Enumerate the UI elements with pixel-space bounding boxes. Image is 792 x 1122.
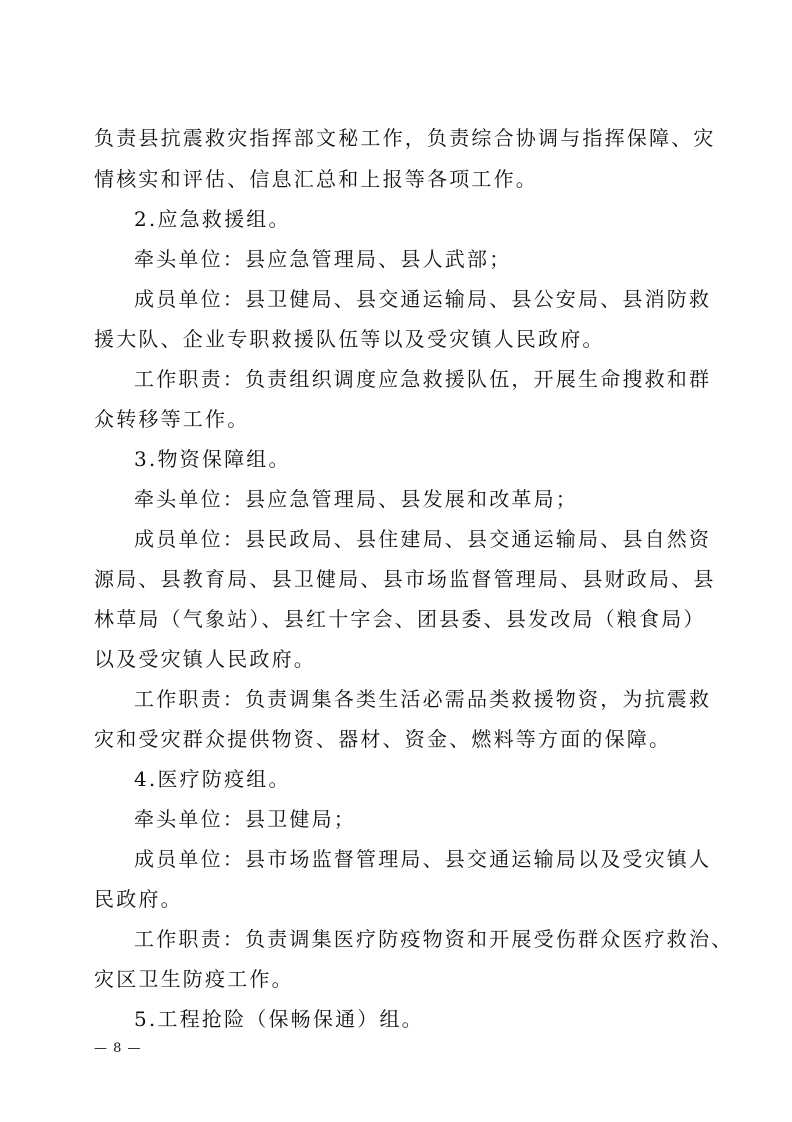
- text-line: 源局、县教育局、县卫健局、县市场监督管理局、县财政局、县: [94, 567, 716, 591]
- section-heading: 2.应急救援组。: [134, 207, 291, 231]
- text-line: 援大队、企业专职救援队伍等以及受灾镇人民政府。: [94, 327, 605, 351]
- text-line: 灾区卫生防疫工作。: [94, 967, 294, 991]
- section-heading: 4.医疗防疫组。: [134, 767, 291, 791]
- text-line: 林草局（气象站）、县红十字会、团县委、县发改局（粮食局）: [94, 607, 706, 631]
- text-line: 民政府。: [94, 887, 183, 911]
- text-line: 情核实和评估、信息汇总和上报等各项工作。: [94, 167, 538, 191]
- text-line: 灾和受灾群众提供物资、器材、资金、燃料等方面的保障。: [94, 727, 672, 751]
- text-line: 成员单位：县市场监督管理局、县交通运输局以及受灾镇人: [134, 847, 712, 871]
- text-line: 众转移等工作。: [94, 407, 250, 431]
- text-line: 牵头单位：县应急管理局、县发展和改革局；: [134, 487, 578, 511]
- text-line: 工作职责：负责组织调度应急救援队伍，开展生命搜救和群: [134, 367, 712, 391]
- page-number: — 8 —: [94, 1041, 142, 1056]
- text-line: 工作职责：负责调集医疗防疫物资和开展受伤群众医疗救治、: [134, 927, 734, 951]
- text-line: 以及受灾镇人民政府。: [94, 647, 316, 671]
- section-heading: 5.工程抢险（保畅保通）组。: [134, 1007, 424, 1031]
- text-line: 牵头单位：县卫健局；: [134, 807, 356, 831]
- text-line: 成员单位：县卫健局、县交通运输局、县公安局、县消防救: [134, 287, 712, 311]
- text-line: 工作职责：负责调集各类生活必需品类救援物资，为抗震救: [134, 687, 712, 711]
- text-line: 负责县抗震救灾指挥部文秘工作，负责综合协调与指挥保障、灾: [94, 126, 716, 150]
- section-heading: 3.物资保障组。: [134, 447, 291, 471]
- text-line: 牵头单位：县应急管理局、县人武部；: [134, 247, 512, 271]
- text-line: 成员单位：县民政局、县住建局、县交通运输局、县自然资: [134, 527, 712, 551]
